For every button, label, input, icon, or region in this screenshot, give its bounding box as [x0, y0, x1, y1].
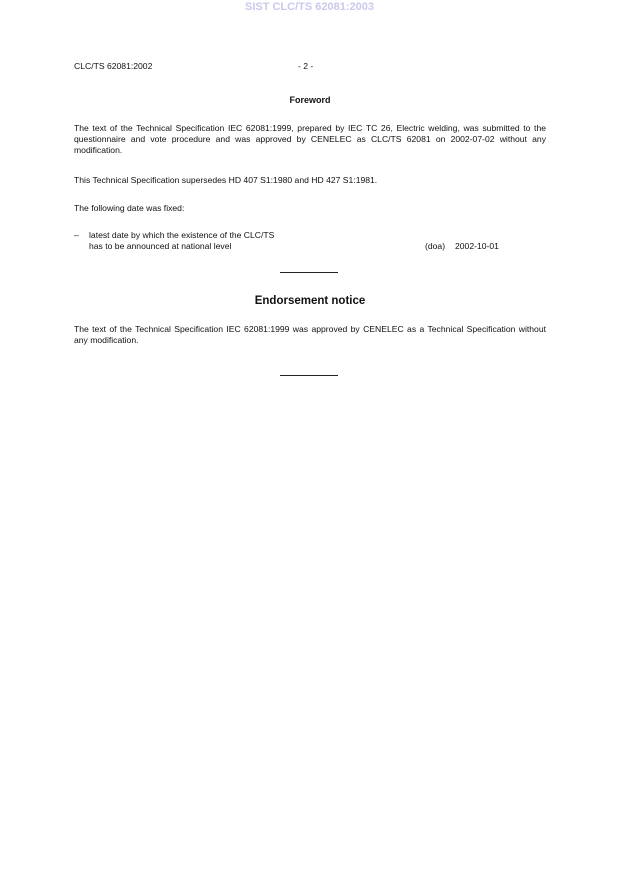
endorsement-paragraph: The text of the Technical Specification IEC 62081:1999 was approved by CENELEC as a Technical Specification without any modification.	[74, 324, 546, 345]
page-number: - 2 -	[298, 61, 314, 71]
foreword-title: Foreword	[289, 95, 331, 105]
header-doc-id: CLC/TS 62081:2002	[74, 61, 153, 71]
bullet-date: 2002-10-01	[455, 241, 499, 251]
endorsement-title: Endorsement notice	[254, 295, 366, 307]
foreword-paragraph-3: The following date was fixed:	[74, 203, 185, 213]
bullet-line-1: latest date by which the existence of the CLC/TS	[89, 230, 275, 240]
foreword-paragraph-1: The text of the Technical Specification IEC 62081:1999, prepared by IEC TC 26, Electric welding, was submitted to the questionnaire and vote procedure and was approved by CENELEC as CLC/TS 62081 on 2002-07-02 without any modification.	[74, 123, 546, 155]
bullet-dash: –	[74, 230, 79, 240]
section-divider	[280, 375, 338, 376]
bullet-line-2: has to be announced at national level	[89, 241, 232, 251]
watermark: SIST CLC/TS 62081:2003	[244, 1, 374, 13]
section-divider	[280, 272, 338, 273]
foreword-paragraph-2: This Technical Specification supersedes HD 407 S1:1980 and HD 427 S1:1981.	[74, 175, 378, 185]
bullet-code: (doa)	[425, 241, 446, 251]
